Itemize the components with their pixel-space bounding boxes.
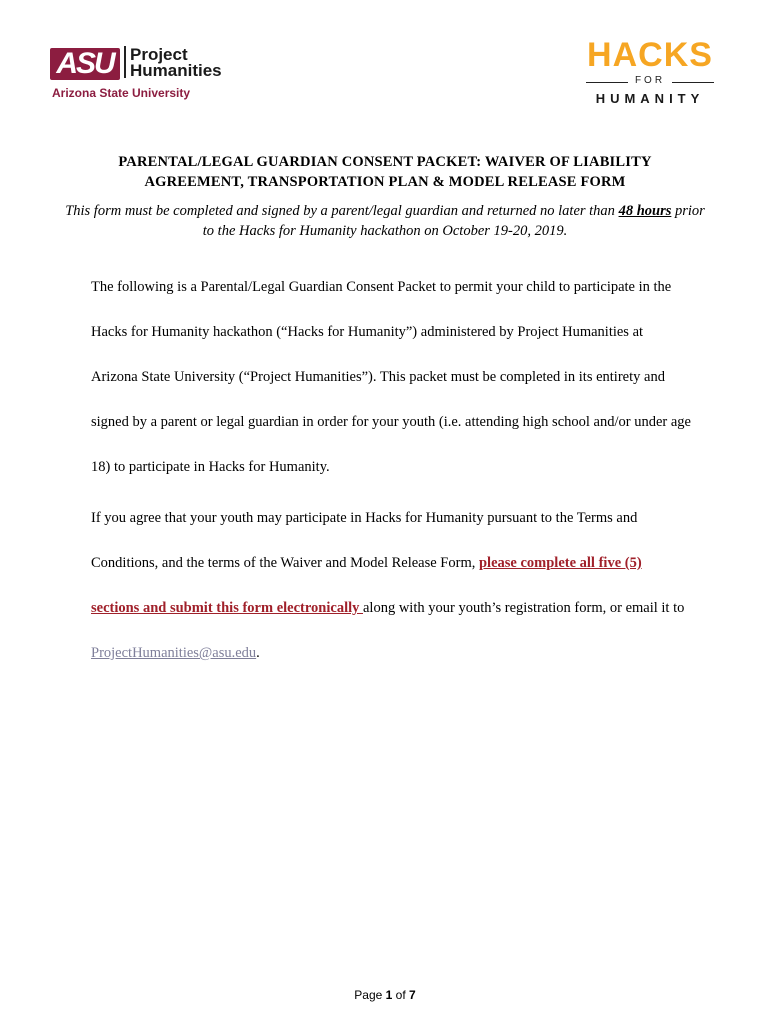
asu-project-humanities-logo: [50, 46, 230, 106]
hfh-rule-right: [672, 82, 714, 83]
title-line-1: PARENTAL/LEGAL GUARDIAN CONSENT PACKET: WAIVER OF LIABILITY: [118, 154, 652, 170]
submission-instruction: please complete all five (5) sections and submit this form electronically: [91, 555, 642, 616]
agreement-text-2: along with your youth’s registration form, or email it to: [363, 600, 685, 616]
hfh-logo-hacks: HACKS: [587, 36, 713, 74]
asu-logo-line2: Humanities: [130, 61, 222, 80]
asu-logo-line1: Project: [130, 45, 188, 64]
hacks-for-humanity-logo: [584, 36, 716, 108]
asu-mark: [50, 48, 120, 80]
page-footer: [0, 988, 770, 1002]
asu-mark-text: ASU: [50, 48, 120, 80]
asu-university-name: Arizona State University: [52, 86, 191, 100]
hfh-logo-humanity: HUMANITY: [595, 91, 705, 106]
agreement-end: .: [256, 645, 260, 661]
page-label: Page: [354, 988, 386, 1002]
email-link[interactable]: ProjectHumanities@asu.edu: [91, 645, 257, 661]
notice-text-1: This form must be completed and signed by a parent/legal guardian and returned no later than: [65, 203, 619, 219]
hfh-logo-for-row: [584, 75, 716, 89]
asu-logo-words: [130, 47, 222, 79]
notice-hours: 48 hours: [618, 203, 672, 219]
title-line-2: AGREEMENT, TRANSPORTATION PLAN & MODEL RELEASE FORM: [144, 174, 626, 190]
page-of: of: [392, 988, 410, 1002]
page-total: 7: [409, 988, 416, 1002]
agreement-text-1: If you agree that your youth may participate in Hacks for Humanity pursuant to the Terms and Conditions, and the terms of the Waiver and Model Release Form,: [91, 510, 638, 571]
logo-divider: [124, 46, 126, 78]
notice-text-2: prior to the Hacks for Humanity hackathon on October 19-20, 2019.: [202, 203, 705, 239]
hfh-logo-for: FOR: [634, 75, 666, 86]
agreement-paragraph: [91, 496, 691, 676]
page-current: 1: [385, 988, 393, 1002]
deadline-notice: [62, 201, 708, 241]
intro-paragraph: The following is a Parental/Legal Guardian Consent Packet to permit your child to participate in the Hacks for Humanity hackathon (“Hacks for Humanity”) administered by Project Humanities at Arizona State University (“Project Humanities”). This packet must be completed in its entirety and signed by a parent or legal guardian in order for your youth (i.e. attending high school and/or under age 18) to participate in Hacks for Humanity.: [91, 279, 691, 475]
document-title: [70, 152, 700, 192]
